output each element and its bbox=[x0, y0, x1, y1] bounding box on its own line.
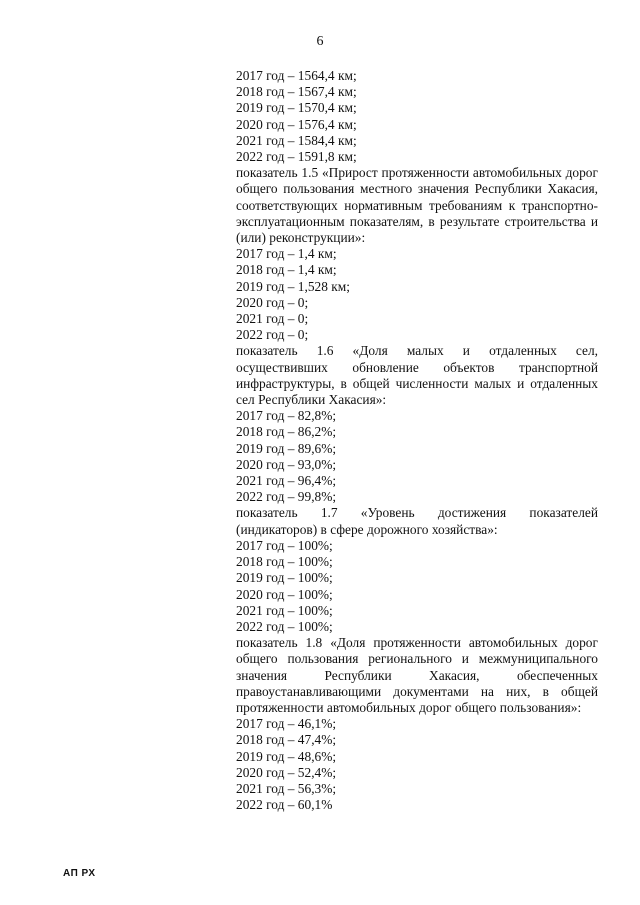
indicator-value-line: 2019 год – 100%; bbox=[236, 570, 333, 586]
indicator-value-line: 2017 год – 46,1%; bbox=[236, 716, 337, 732]
indicator-value-line: 2020 год – 100%; bbox=[236, 586, 333, 602]
indicator-value-line: 2018 год – 1,4 км; bbox=[236, 262, 337, 278]
indicator-value-line: 2019 год – 89,6%; bbox=[236, 440, 337, 456]
indicator-value-line: 2017 год – 1564,4 км; bbox=[236, 68, 357, 83]
footer-mark: АП РХ bbox=[63, 868, 96, 879]
indicator-value-line: 2017 год – 82,8%; bbox=[236, 408, 337, 424]
indicator-value-line: 2021 год – 1584,4 км; bbox=[236, 132, 357, 148]
indicator-value-line: 2022 год – 100%; bbox=[236, 618, 333, 634]
indicator-value-line: 2020 год – 1576,4 км; bbox=[236, 116, 357, 132]
indicator-value-line: 2017 год – 100%; bbox=[236, 537, 333, 553]
indicator-value-line: 2017 год – 1,4 км; bbox=[236, 246, 337, 262]
indicator-value-line: 2021 год – 100%; bbox=[236, 602, 333, 618]
indicator-value-line: 2018 год – 1567,4 км; bbox=[236, 84, 357, 100]
indicator-description: показатель 1.7 «Уровень достижения показателей (индикаторов) в сфере дорожного хозяйства»: bbox=[236, 505, 598, 537]
indicator-value-line: 2022 год – 99,8%; bbox=[236, 489, 337, 505]
indicator-description: показатель 1.5 «Прирост протяженности автомобильных дорог общего пользования местного значения Республики Хакасия, соответствующих нормативным требованиям к транспортно-эксплуатационным показателям, в результате строительства и (или) реконструкции»: bbox=[236, 165, 598, 246]
indicator-value-line: 2018 год – 100%; bbox=[236, 554, 333, 570]
indicator-value-line: 2021 год – 0; bbox=[236, 311, 309, 327]
indicator-value-line: 2021 год – 56,3%; bbox=[236, 780, 337, 796]
indicator-value-line: 2022 год – 0; bbox=[236, 327, 309, 343]
indicator-value-line: 2020 год – 93,0%; bbox=[236, 456, 337, 472]
indicator-value-line: 2018 год – 86,2%; bbox=[236, 424, 337, 440]
indicator-value-line: 2022 год – 1591,8 км; bbox=[236, 149, 357, 165]
indicator-value-line: 2019 год – 48,6%; bbox=[236, 748, 337, 764]
indicator-value-line: 2019 год – 1570,4 км; bbox=[236, 100, 357, 116]
page-number: 6 bbox=[316, 34, 324, 49]
indicator-value-line: 2019 год – 1,528 км; bbox=[236, 278, 350, 294]
indicator-value-line: 2018 год – 47,4%; bbox=[236, 732, 337, 748]
indicator-value-line: 2020 год – 0; bbox=[236, 294, 309, 310]
indicator-description: показатель 1.8 «Доля протяженности автомобильных дорог общего пользования регионального и межмуниципального значения Республики Хакасия, обеспеченных правоустанавливающими документами на них, в общей протяженности автомобильных дорог общего пользования»: bbox=[236, 635, 598, 715]
indicator-value-line: 2022 год – 60,1% bbox=[236, 797, 333, 813]
indicator-description: показатель 1.6 «Доля малых и отдаленных сел, осуществивших обновление объектов транспортной инфраструктуры, в общей численности малых и отдаленных сел Республики Хакасия»: bbox=[236, 343, 598, 408]
document-body bbox=[236, 68, 598, 813]
indicator-value-line: 2020 год – 52,4%; bbox=[236, 764, 337, 780]
indicator-value-line: 2021 год – 96,4%; bbox=[236, 473, 337, 489]
